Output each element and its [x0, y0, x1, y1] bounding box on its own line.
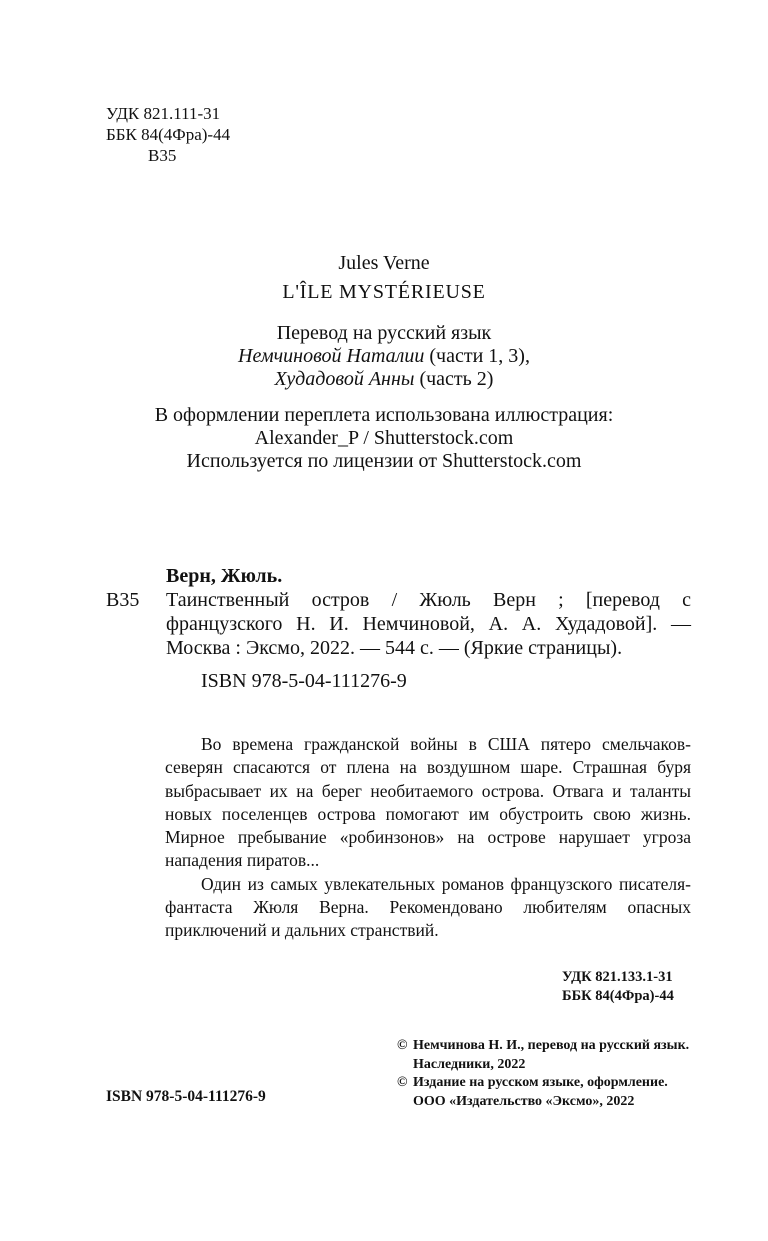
bibliographic-record [106, 564, 691, 693]
annotation [165, 733, 691, 943]
annotation-paragraph-2: Один из самых увлекательных романов французского писателя-фантаста Жюля Верна. Рекомендовано любителям опасных приключений и дальних странствий. [165, 873, 691, 941]
cover-illustration-credit [0, 404, 768, 473]
copyright-item [397, 1037, 702, 1074]
original-title: L'ÎLE MYSTÉRIEUSE [282, 281, 486, 303]
bbk-code: ББК 84(4Фра)-44 [106, 125, 231, 144]
original-author: Jules Verne [338, 252, 430, 274]
bibliographic-heading: Верн, Жюль. [166, 565, 283, 587]
classification-bottom [562, 968, 674, 1006]
copyright-text-1: Немчинова Н. И., перевод на русский язык. Наследники, 2022 [413, 1038, 690, 1072]
translator-2-parts: (часть 2) [414, 368, 494, 390]
bibliographic-description: Таинственный остров / Жюль Верн ; [перевод с французского Н. И. Немчиновой, А. А. Худадовой]. — Москва : Эксмо, 2022. — 544 с. — (Яркие страницы). [166, 589, 691, 659]
bibliographic-code: В35 [106, 589, 140, 611]
copyright-icon: © [397, 1038, 408, 1053]
copyright-notice [397, 1037, 702, 1111]
cover-credit-line-2: Alexander_P / Shutterstock.com [254, 427, 514, 449]
copyright-icon: © [397, 1075, 408, 1090]
translator-2-name: Худадовой Анны [274, 368, 415, 390]
author-mark: В35 [148, 146, 177, 165]
translation-line: Перевод на русский язык [276, 322, 492, 344]
annotation-paragraph-1: Во времена гражданской войны в США пятеро смельчаков-северян спасаются от плена на воздушном шаре. Страшная буря выбрасывает их на берег необитаемого острова. Отвага и таланты новых поселенцев острова помогают им обустроить свою жизнь. Мирное пребывание «робинзонов» на острове нарушает угроза нападения пиратов... [165, 734, 691, 871]
translator-1 [0, 345, 768, 368]
bbk-code-bottom: ББК 84(4Фра)-44 [562, 988, 674, 1004]
cover-credit-line-1: В оформлении переплета использована иллюстрация: [154, 404, 614, 426]
translator-1-name: Немчиновой Наталии [238, 345, 425, 367]
cover-credit-line-3: Используется по лицензии от Shutterstock.com [186, 450, 582, 472]
translator-2 [0, 368, 768, 391]
translation-credit [0, 322, 768, 391]
bibliographic-entry [106, 588, 691, 660]
translator-1-parts: (части 1, 3), [424, 345, 530, 367]
isbn-number: ISBN 978-5-04-111276-9 [106, 1088, 266, 1105]
udk-code-bottom: УДК 821.133.1-31 [562, 969, 673, 985]
copyright-item [397, 1074, 702, 1111]
classification-top [106, 103, 230, 166]
copyright-text-2: Издание на русском языке, оформление. ООО «Издательство «Эксмо», 2022 [413, 1075, 668, 1109]
udk-code: УДК 821.111-31 [106, 104, 221, 123]
bibliographic-isbn: ISBN 978-5-04-111276-9 [201, 670, 407, 692]
